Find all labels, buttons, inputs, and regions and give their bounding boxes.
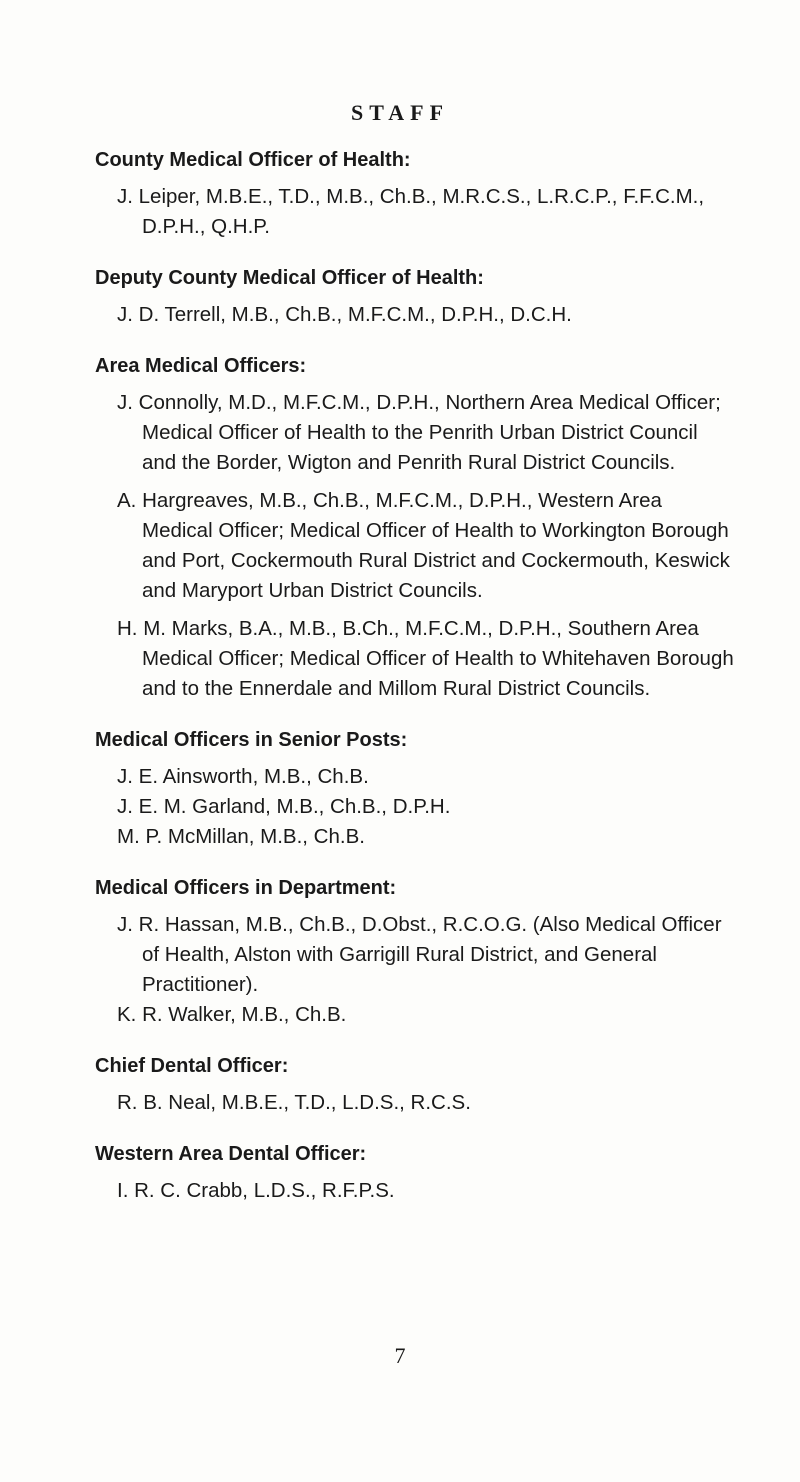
- staff-entry: K. R. Walker, M.B., Ch.B.: [117, 1003, 347, 1026]
- staff-list: [95, 146, 735, 1228]
- section-heading: Chief Dental Officer:: [95, 1055, 289, 1077]
- section-county-medical-officer: [95, 146, 735, 242]
- staff-entry: J. Leiper, M.B.E., T.D., M.B., Ch.B., M.R.C.S., L.R.C.P., F.F.C.M., D.P.H., Q.H.P.: [117, 185, 705, 238]
- section-area-medical-officers: [95, 352, 735, 704]
- page-number: 7: [394, 1343, 406, 1368]
- section-officers-in-department: [95, 874, 735, 1030]
- staff-entry: J. D. Terrell, M.B., Ch.B., M.F.C.M., D.P.H., D.C.H.: [117, 303, 572, 326]
- staff-entry: J. E. Ainsworth, M.B., Ch.B.: [117, 765, 369, 788]
- staff-entry: I. R. C. Crabb, L.D.S., R.F.P.S.: [117, 1179, 395, 1202]
- staff-entry: H. M. Marks, B.A., M.B., B.Ch., M.F.C.M., D.P.H., Southern Area Medical Officer; Medical Officer of Health to Whitehaven Borough and to the Ennerdale and Millom Rural District Councils.: [117, 617, 734, 700]
- staff-entry: J. R. Hassan, M.B., Ch.B., D.Obst., R.C.O.G. (Also Medical Officer of Health, Alston with Garrigill Rural District, and General Practitioner).: [117, 913, 722, 996]
- staff-entry: R. B. Neal, M.B.E., T.D., L.D.S., R.C.S.: [117, 1091, 471, 1114]
- page-title: STAFF: [350, 100, 450, 125]
- section-heading: County Medical Officer of Health:: [95, 149, 411, 171]
- section-senior-posts: [95, 726, 735, 852]
- section-western-area-dental-officer: [95, 1140, 735, 1206]
- section-heading: Medical Officers in Department:: [95, 877, 397, 899]
- section-chief-dental-officer: [95, 1052, 735, 1118]
- section-heading: Western Area Dental Officer:: [95, 1143, 367, 1165]
- staff-entry: J. Connolly, M.D., M.F.C.M., D.P.H., Northern Area Medical Officer; Medical Officer of Health to the Penrith Urban District Council and the Border, Wigton and Penrith Rural District Councils.: [117, 391, 721, 474]
- staff-entry: M. P. McMillan, M.B., Ch.B.: [117, 825, 365, 848]
- section-heading: Area Medical Officers:: [95, 355, 307, 377]
- staff-entry: A. Hargreaves, M.B., Ch.B., M.F.C.M., D.P.H., Western Area Medical Officer; Medical Officer of Health to Workington Borough and Port, Cockermouth Rural District and Cockermouth, Keswick and Maryport Urban District Councils.: [117, 489, 730, 602]
- section-heading: Medical Officers in Senior Posts:: [95, 729, 408, 751]
- section-deputy-county-medical-officer: [95, 264, 735, 330]
- staff-entry: J. E. M. Garland, M.B., Ch.B., D.P.H.: [117, 795, 451, 818]
- section-heading: Deputy County Medical Officer of Health:: [95, 267, 484, 289]
